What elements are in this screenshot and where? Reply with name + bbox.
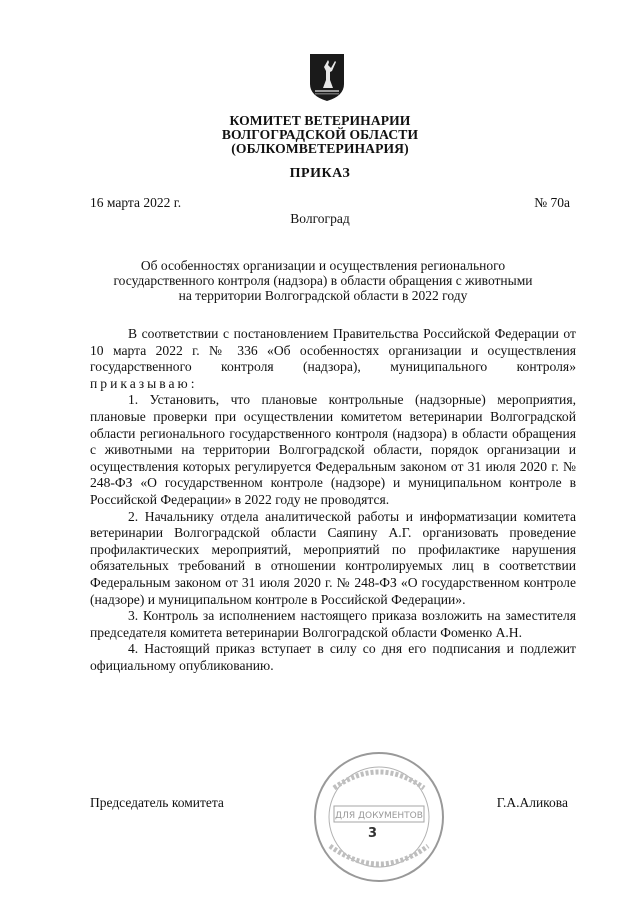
organization-name [0,114,640,156]
coat-of-arms-icon [307,52,347,102]
document-date: 16 марта 2022 г. [90,195,182,210]
subject-line-3: на территории Волгоградской области в 2022 году [178,288,468,303]
document-subject [80,258,566,303]
stamp-text: ДЛЯ ДОКУМЕНТОВ [335,811,423,821]
document-city: Волгоград [290,211,350,226]
round-stamp [310,748,448,886]
document-type: ПРИКАЗ [289,166,351,181]
subject-line-2: государственного контроля (надзора) в области обращения с животными [113,273,533,288]
item-3-paragraph: 3. Контроль за исполнением настоящего приказа возложить на заместителя председателя комитета ветеринарии Волгоградской области Фоменко А.Н. [90,608,576,640]
document-body [90,326,576,674]
signer-title: Председатель комитета [90,795,224,810]
stamp-number: 3 [368,826,378,841]
document-number: № 70а [534,195,570,210]
signer-name: Г.А.Аликова [496,795,568,810]
intro-text: В соответствии с постановлением Правительства Российской Федерации от 10 марта 2022 г. № 336 «Об особенностях организации и осуществления государственного контроля (надзора), муниципального контроля» [90,326,576,375]
intro-paragraph [90,326,576,392]
org-line-1: КОМИТЕТ ВЕТЕРИНАРИИ [229,113,411,128]
order-word: приказываю: [90,375,198,391]
subject-line-1: Об особенностях организации и осуществления регионального [140,258,506,273]
org-line-2: ВОЛГОГРАДСКОЙ ОБЛАСТИ [221,127,419,142]
item-1-paragraph: 1. Установить, что плановые контрольные (надзорные) мероприятия, плановые проверки при осуществлении комитетом ветеринарии Волгоградской области регионального государственного контроля (надзора) в области обращения с животными на территории Волгоградской области, порядок организации и осуществления которых регулируется Федеральным законом от 31 июля 2020 г. № 248-ФЗ «О государственном контроле (надзоре) и муниципальном контроле в Российской Федерации» в 2022 году не проводятся. [90,392,576,507]
item-4-paragraph: 4. Настоящий приказ вступает в силу со дня его подписания и подлежит официальному опубликованию. [90,641,576,673]
org-line-3: (ОБЛКОМВЕТЕРИНАРИЯ) [231,141,409,156]
item-2-paragraph: 2. Начальнику отдела аналитической работы и информатизации комитета ветеринарии Волгоградской области Саяпину А.Г. организовать проведение профилактических мероприятий, мероприятий по профилактике нарушения обязательных требований в отношении контролируемых лиц в соответствии Федеральным законом от 31 июля 2020 г. № 248-ФЗ «О государственном контроле (надзоре) и муниципальном контроле в Российской Федерации». [90,508,576,607]
